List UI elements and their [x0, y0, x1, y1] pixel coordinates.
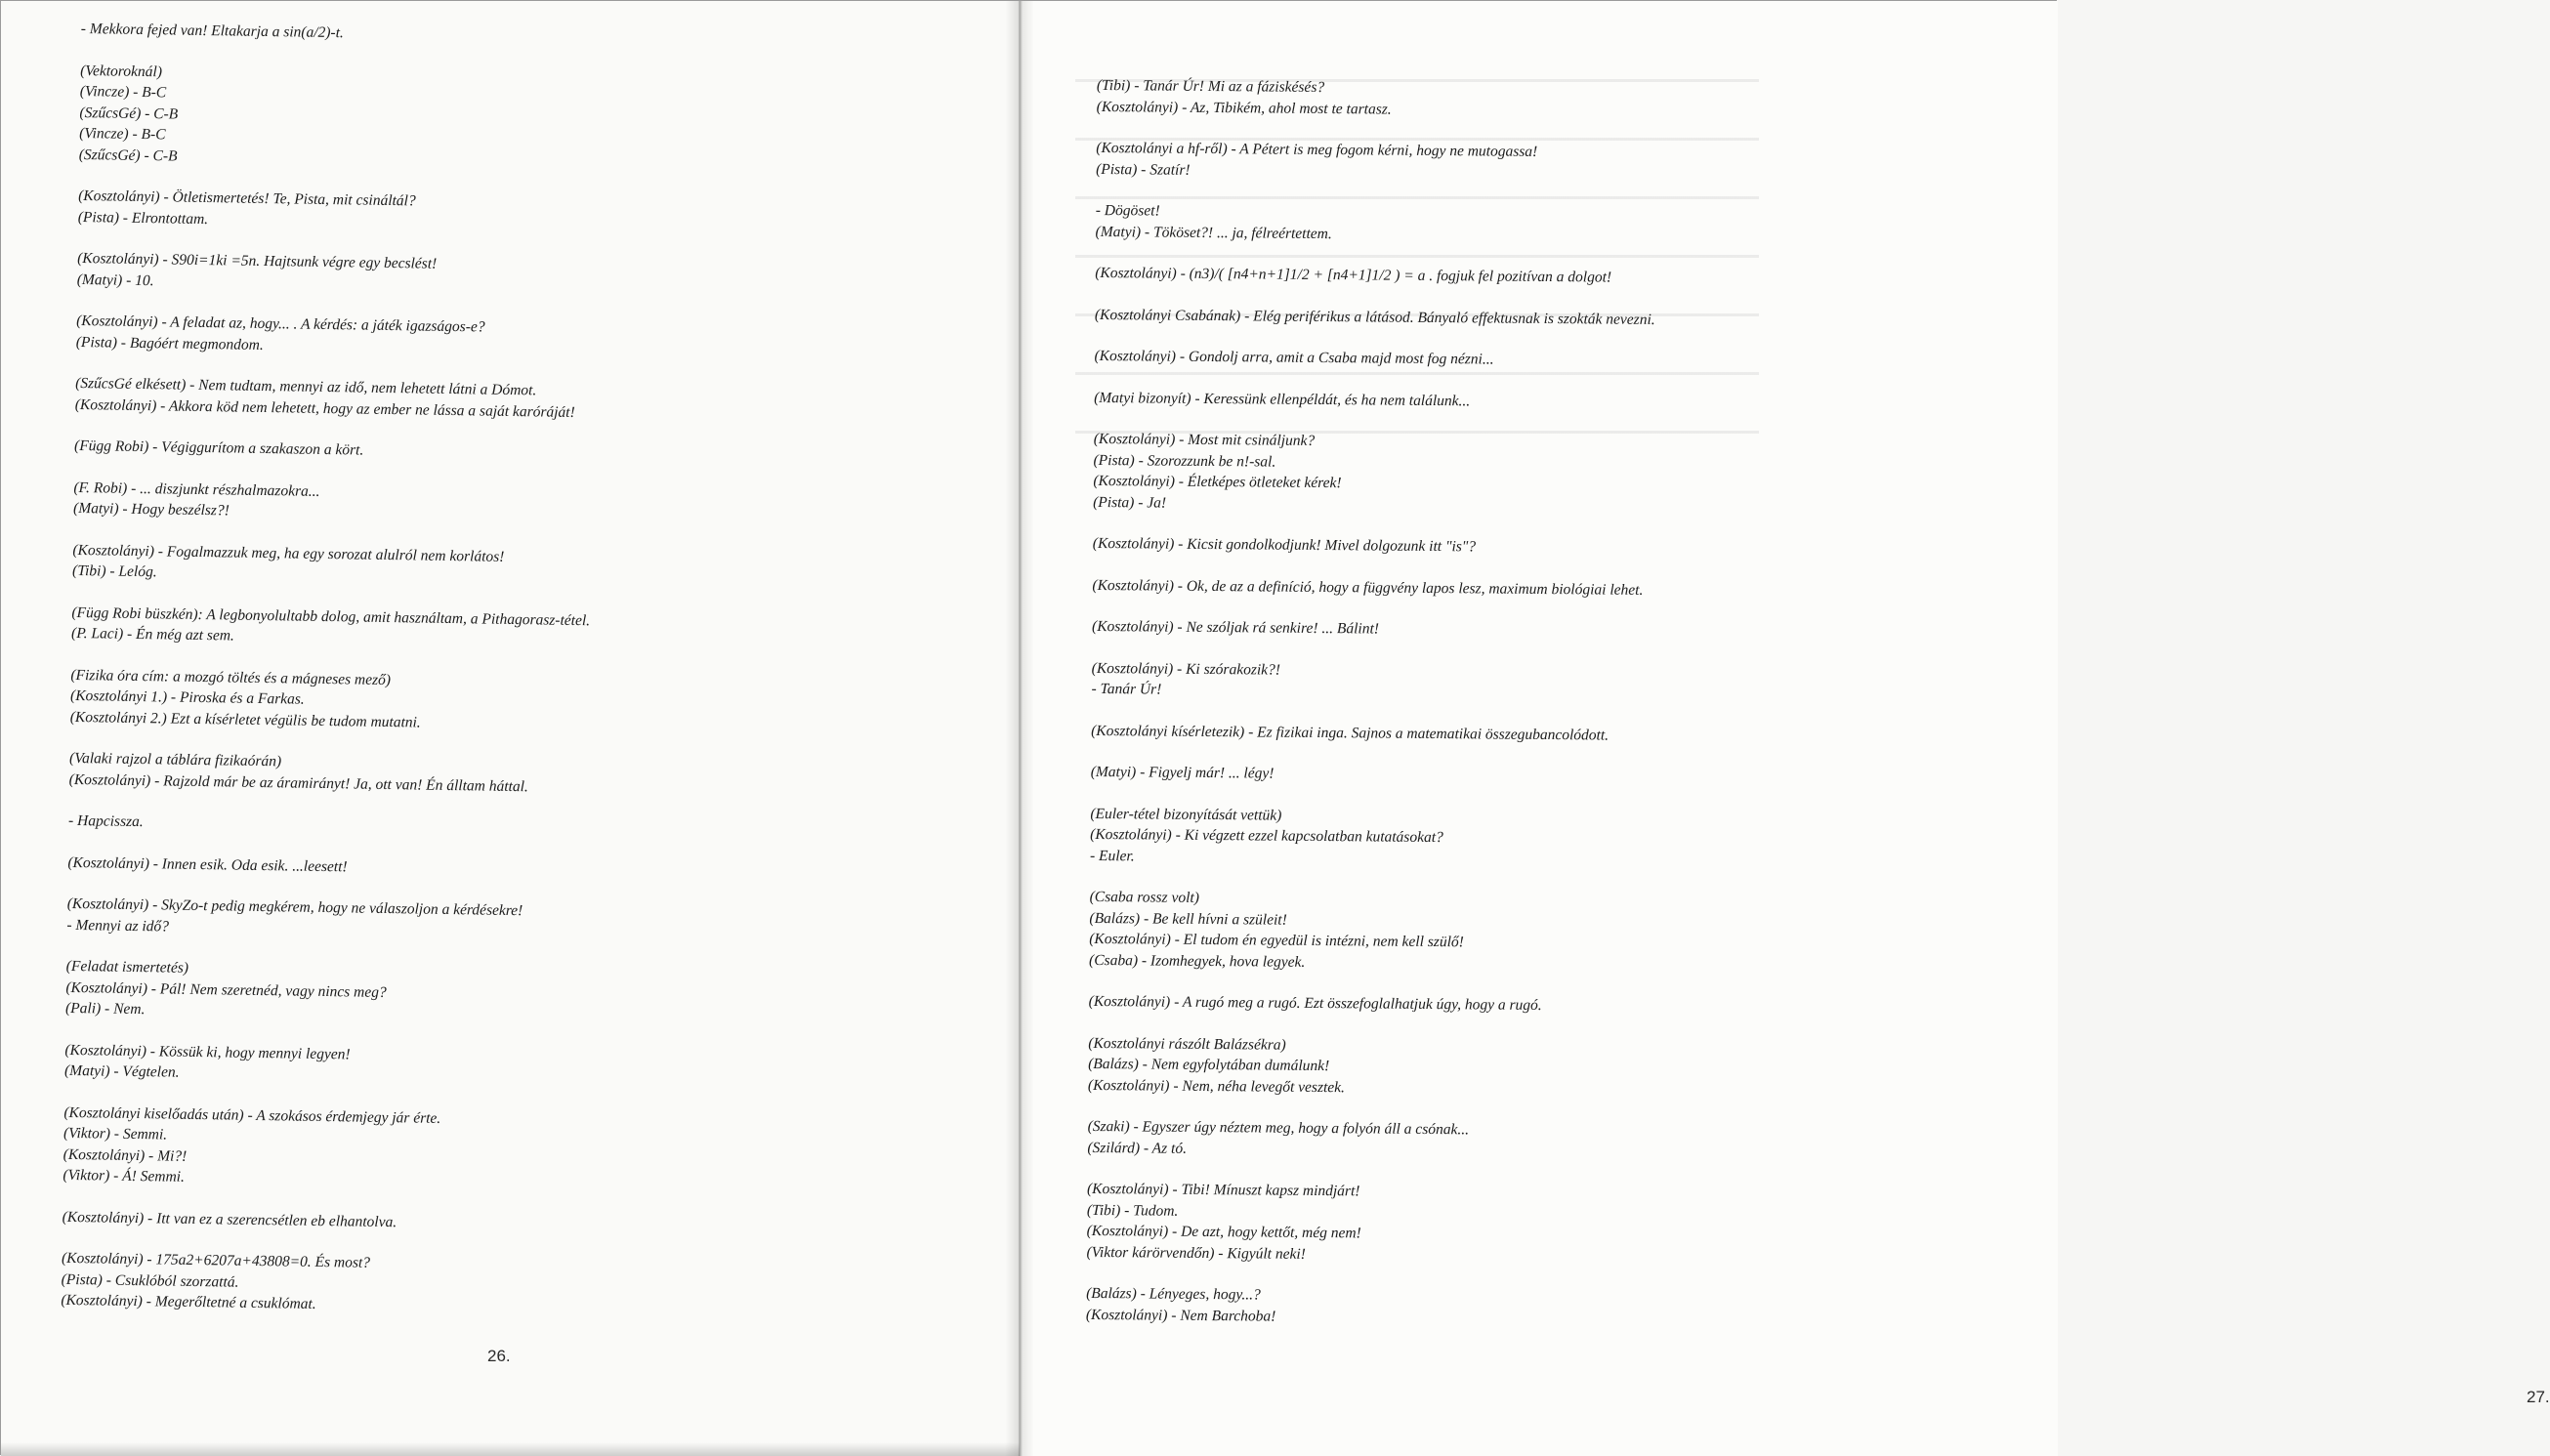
dialogue-line: (Matyi bizonyít) - Keressünk ellenpéldát, és ha nem találunk... [1094, 389, 1471, 409]
dialogue-line: (Matyi) - Végtelen. [63, 1061, 180, 1081]
dialogue-block [1091, 657, 1794, 705]
dialogue-line: (Kosztolányi) - Itt van ez a szerencsétlen eb elhantolva. [62, 1208, 397, 1230]
dialogue-line: (Matyi) - Hogy beszélsz?! [72, 499, 230, 520]
dialogue-line: (Kosztolányi) - SkyZo-t pedig megkérem, hogy ne válaszoljon a kérdésekre! [66, 894, 523, 920]
book-gutter [1005, 1, 1034, 1456]
dialogue-line: (Tibi) - Tudom. [1086, 1201, 1179, 1220]
dialogue-block [70, 664, 677, 736]
dialogue-line: (Kosztolányi) - Ki szórakozik?! [1091, 659, 1281, 679]
dialogue-line: (Pista) - Csuklóból szorzattá. [61, 1270, 239, 1291]
dialogue-block [1086, 1283, 1789, 1331]
dialogue-line: (Euler-tétel bizonyítását vettük) [1090, 805, 1282, 824]
dialogue-line: (Balázs) - Lényeges, hogy...? [1086, 1284, 1261, 1304]
dialogue-block [1097, 75, 1800, 123]
dialogue-line: (SzűcsGé) - C-B [79, 104, 179, 123]
dialogue-line: - Mennyi az idő? [66, 916, 170, 936]
dialogue-line: (Kosztolányi) - Most mit csináljunk? [1093, 430, 1316, 449]
dialogue-block [1089, 887, 1793, 977]
dialogue-line: (Matyi) - Figyelj már! ... légy! [1090, 763, 1275, 782]
dialogue-line: (Függ Robi) - Végiggurítom a szakaszon a kört. [73, 437, 364, 459]
dialogue-line: (Kosztolányi) - Nem Barchoba! [1085, 1306, 1276, 1325]
dialogue-block [1086, 1179, 1790, 1269]
left-page-number: 26. [487, 1347, 511, 1365]
dialogue-line: (Kosztolányi kiselőadás után) - A szokásos érdemjegy jár érte. [63, 1103, 441, 1127]
dialogue-line: (Tibi) - Lelóg. [71, 562, 157, 581]
dialogue-line: (Viktor) - Á! Semmi. [63, 1166, 186, 1186]
dialogue-block [61, 1248, 667, 1320]
dialogue-block [1093, 429, 1797, 519]
dialogue-line: (Kosztolányi) - De azt, hogy kettőt, még nem! [1086, 1222, 1361, 1242]
dialogue-line: (Kosztolányi) - Ötletismertetés! Te, Pista, mit csináltál? [78, 187, 416, 210]
left-page-text [61, 19, 687, 1320]
dialogue-line: (Kosztolányi) - Akkora köd nem lehetett, hogy az ember ne lássa a saját karóráját! [74, 395, 575, 421]
dialogue-line: (Kosztolányi) - Életképes ötleteket kérek! [1093, 472, 1342, 492]
dialogue-line: - Hapcissza. [67, 811, 144, 831]
right-page-text [1086, 75, 1800, 1331]
dialogue-line: (Feladat ismertetés) [65, 957, 189, 977]
dialogue-line: (Kosztolányi Csabának) - Elég periférikus a látásod. Bányaló effektusnak is szokták nevezni. [1094, 306, 1655, 328]
dialogue-line: (SzűcsGé elkésett) - Nem tudtam, mennyi az idő, nem lehetett látni a Dómot. [74, 374, 537, 399]
dialogue-line: (Kosztolányi kísérletezik) - Ez fizikai inga. Sajnos a matematikai összegubancolódott. [1091, 722, 1609, 744]
dialogue-line: (Pista) - Elrontottam. [77, 208, 209, 228]
dialogue-block [79, 60, 687, 174]
dialogue-line: (Pista) - Szorozzunk be n!-sal. [1093, 451, 1276, 471]
dialogue-line: (Kosztolányi) - Ki végzett ezzel kapcsolatban kutatásokat? [1090, 825, 1443, 847]
dialogue-line: (Vincze) - B-C [79, 124, 166, 144]
dialogue-block [65, 956, 672, 1028]
dialogue-line: (Kosztolányi) - Megerőltetné a csuklómat. [61, 1291, 316, 1312]
dialogue-line: - Dögöset! [1095, 201, 1160, 220]
dialogue-line: (Kosztolányi) - Fogalmazzuk meg, ha egy sorozat alulról nem korlátos! [72, 541, 505, 565]
dialogue-line: (Kosztolányi) - Tibi! Mínuszt kapsz mindjárt! [1086, 1180, 1360, 1200]
dialogue-line: (Viktor) - Semmi. [63, 1124, 168, 1144]
dialogue-line: (Pali) - Nem. [64, 999, 146, 1019]
dialogue-line: (Kosztolányi) - 175a2+6207a+43808=0. És most? [61, 1249, 371, 1271]
dialogue-line: (Pista) - Szatír! [1096, 160, 1191, 179]
dialogue-line: - Tanár Úr! [1091, 680, 1162, 698]
right-page-number: 27. [2527, 1388, 2550, 1406]
dialogue-line: - Euler. [1089, 847, 1135, 864]
dialogue-line: (Viktor kárörvendőn) - Kigyúlt neki! [1086, 1243, 1306, 1263]
dialogue-line: (Kosztolányi) - Nem, néha levegőt vesztek. [1087, 1076, 1346, 1096]
dialogue-line: (Szaki) - Egyszer úgy néztem meg, hogy a folyón áll a csónak... [1087, 1117, 1470, 1139]
dialogue-block [1087, 1116, 1790, 1164]
dialogue-line: (Kosztolányi) - Mi?! [63, 1145, 188, 1165]
dialogue-block [1090, 803, 1794, 872]
dialogue-line: (Kosztolányi) - Ok, de az a definíció, hogy a függvény lapos lesz, maximum biológiai lehet. [1092, 576, 1644, 599]
dialogue-line: (Kosztolányi 1.) - Piroska és a Farkas. [69, 686, 305, 708]
dialogue-line: (Kosztolányi) - Kössük ki, hogy mennyi legyen! [64, 1041, 351, 1062]
dialogue-line: (Kosztolányi a hf-ről) - A Pétert is meg fogom kérni, hogy ne mutogassa! [1096, 139, 1538, 160]
dialogue-line: (Pista) - Bagóért megmondom. [75, 333, 264, 354]
dialogue-line: (Balázs) - Be kell hívni a szüleit! [1089, 909, 1287, 929]
dialogue-line: (Matyi) - Tököset?! ... ja, félreértettem. [1095, 223, 1332, 242]
dialogue-line: (Kosztolányi 2.) Ezt a kísérletet végülis be tudom mutatni. [69, 708, 421, 731]
dialogue-line: (Pista) - Ja! [1093, 493, 1167, 512]
dialogue-line: (Balázs) - Nem egyfolytában dumálunk! [1088, 1055, 1330, 1075]
dialogue-line: (Tibi) - Tanár Úr! Mi az a fáziskésés? [1096, 76, 1325, 97]
dialogue-line: (Kosztolányi) - A feladat az, hogy... . A kérdés: a játék igazságos-e? [76, 312, 485, 336]
dialogue-line: (Valaki rajzol a táblára fizikaórán) [68, 749, 282, 770]
dialogue-line: (Fizika óra cím: a mozgó töltés és a mágneses mező) [70, 666, 392, 688]
dialogue-block [1096, 200, 1799, 248]
dialogue-line: (Matyi) - 10. [76, 270, 154, 289]
dialogue-line: (Szilárd) - Az tó. [1087, 1139, 1188, 1157]
left-page [1, 1, 1020, 1456]
dialogue-line: (Függ Robi büszkén): A legbonyolultabb dolog, amit használtam, a Pithagorasz-tétel. [71, 603, 591, 629]
dialogue-line: (F. Robi) - ... diszjunkt részhalmazokra... [73, 478, 320, 500]
dialogue-block [63, 1102, 669, 1195]
dialogue-line: (Kosztolányi) - (n3)/( [n4+n+1]1/2 + [n4+1]1/2 ) = a . fogjuk fel pozitívan a dolgot! [1095, 264, 1612, 286]
dialogue-line: (P. Laci) - Én még azt sem. [70, 624, 234, 645]
dialogue-line: (Kosztolányi) - S90i=1ki =5n. Hajtsunk végre egy becslést! [77, 249, 438, 272]
dialogue-block [1096, 138, 1799, 186]
dialogue-line: (Vincze) - B-C [79, 82, 167, 102]
dialogue-line: (Vektoroknál) [80, 62, 163, 80]
dialogue-line: (Kosztolányi) - A rugó meg a rugó. Ezt összefoglalhatjuk úgy, hogy a rugó. [1088, 992, 1542, 1015]
dialogue-block [1088, 1032, 1792, 1102]
dialogue-line: - Mekkora fejed van! Eltakarja a sin(a/2)-t. [80, 20, 344, 42]
dialogue-line: (Kosztolányi) - Kicsit gondolkodjunk! Mivel dolgozunk itt "is"? [1092, 534, 1477, 556]
dialogue-line: (Kosztolányi) - Az, Tibikém, ahol most te tartasz. [1096, 98, 1392, 118]
dialogue-line: (Kosztolányi) - Gondolj arra, amit a Csaba majd most fog nézni... [1094, 347, 1494, 368]
dialogue-line: (Kosztolányi rászólt Balázsékra) [1088, 1034, 1286, 1054]
dialogue-line: (Kosztolányi) - Innen esik. Oda esik. ...leesett! [67, 853, 348, 875]
dialogue-line: (Kosztolányi) - Ne szóljak rá senkire! ... Bálint! [1091, 617, 1380, 638]
dialogue-line: (Kosztolányi) - El tudom én egyedül is intézni, nem kell szülő! [1089, 930, 1464, 951]
page-bottom-shadow [1, 1442, 1020, 1456]
dialogue-line: (Kosztolányi) - Pál! Nem szeretnéd, vagy nincs meg? [65, 978, 387, 1001]
dialogue-line: (Kosztolányi) - Rajzold már be az áramirányt! Ja, ott van! Én álltam háttal. [68, 770, 528, 795]
dialogue-line: (Csaba rossz volt) [1089, 888, 1199, 906]
dialogue-line: (Csaba) - Izomhegyek, hova legyek. [1089, 951, 1306, 971]
dialogue-line: (SzűcsGé) - C-B [78, 146, 178, 165]
